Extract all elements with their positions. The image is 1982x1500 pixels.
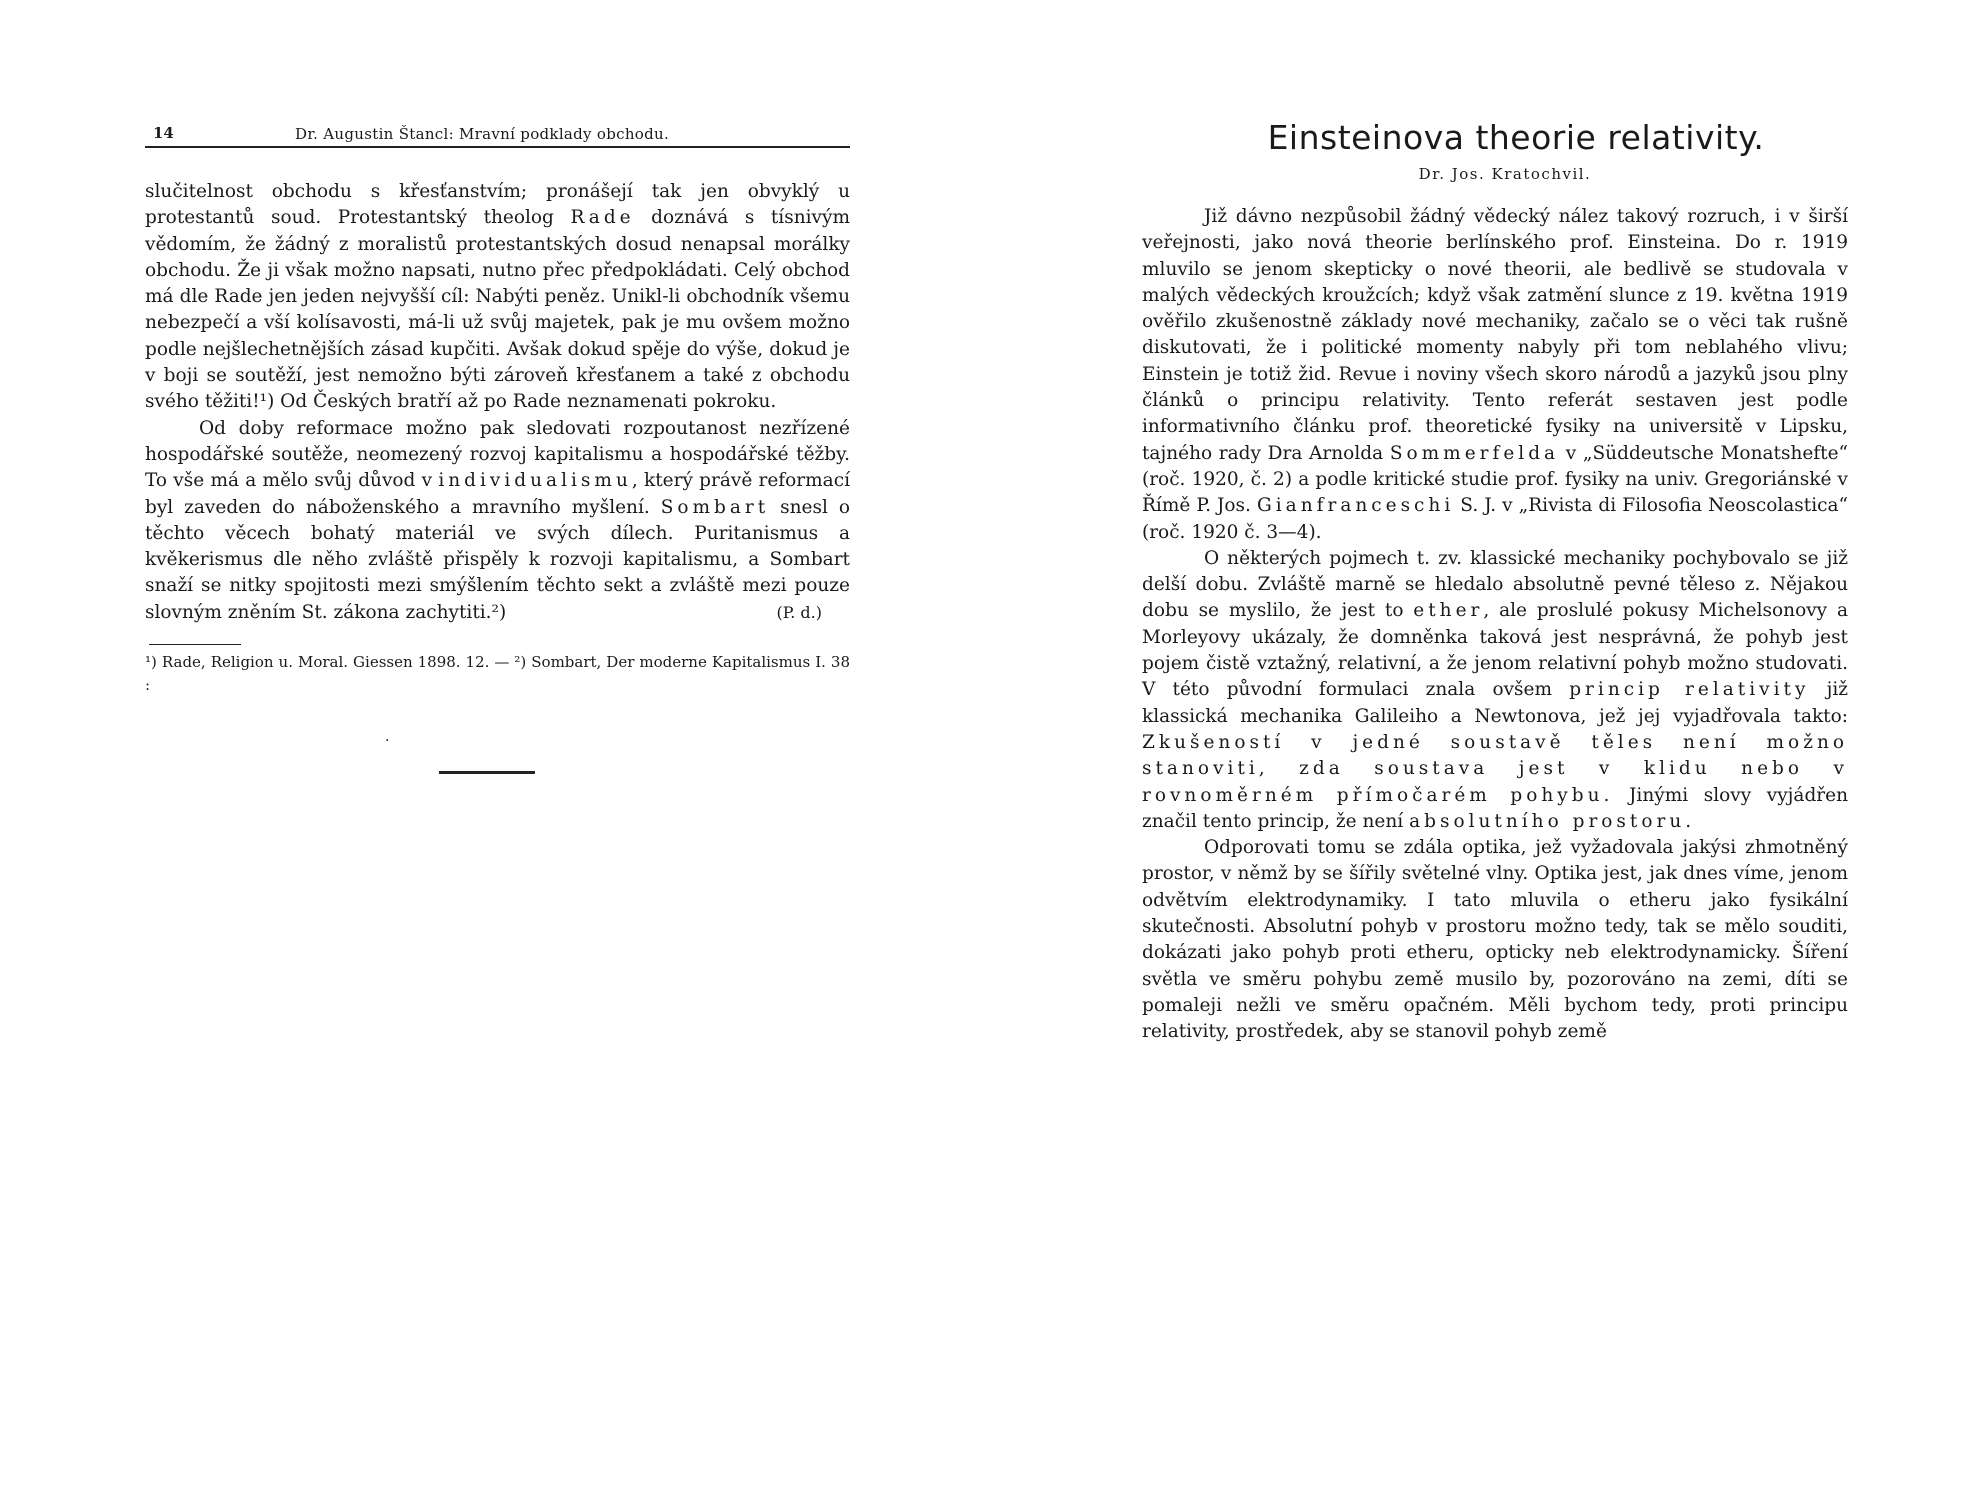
section-end-rule xyxy=(439,771,535,774)
spaced-term: individualismu xyxy=(438,470,632,492)
left-page xyxy=(145,122,850,774)
running-head xyxy=(145,122,850,148)
paragraph: Od doby reformace možno pak sledovati rozpoutanost nezřízené hospodářské soutěže, neomezený rozvoj kapitalismu a hospodářské těžby. To vše má a mělo svůj důvod v individualismu, který právě reformací byl zaveden do náboženského a mravního myšlení. Sombart snesl o těchto věcech bohatý materiál ve svých dílech. Puritanismus a kvěkerismus dle něho zvláště přispěly k rozvoji kapitalismu, a Sombart snaží se nitky spojitosti mezi smýšlením těchto sekt a zvláště mezi pouze slovným zněním St. zákona zachytiti.²) (P. d.) xyxy=(145,416,850,626)
center-dot: · xyxy=(385,733,390,750)
spaced-quote: Zkušeností v jedné soustavě těles není možno stanoviti, zda soustava jest v klidu nebo v rovnoměrném přímočarém pohybu. xyxy=(1142,731,1848,806)
paragraph: Již dávno nezpůsobil žádný vědecký nález takový rozruch, i v širší veřejnosti, jako nová theorie berlínského prof. Einsteina. Do r. 1919 mluvilo se jenom skepticky o nové theorii, ale bedlivě se studovala v malých vědeckých kroužcích; když však zatmění slunce z 19. května 1919 ověřilo zkušenostně základy nové mechaniky, začalo se o věci tak rušně diskutovati, že i politické momenty nabyly při tom neblahého vlivu; Einstein je totiž žid. Revue i noviny všech skoro národů a jazyků jsou plny článků o principu relativity. Tento referát sestaven jest podle informativního článku prof. theoretické fysiky na universitě v Lipsku, tajného rady Dra Arnolda Sommerfelda v „Süddeutsche Monatshefte“ (roč. 1920, č. 2) a podle kritické studie prof. fysiky na univ. Gregoriánské v Římě P. Jos. Gianfranceschi S. J. v „Rivista di Filosofia Neoscolastica“ (roč. 1920 č. 3—4). xyxy=(1142,206,1848,543)
spaced-term: absolutního prostoru xyxy=(1409,810,1686,832)
spaced-term: Gianfranceschi xyxy=(1256,495,1455,517)
spaced-term: Sommerfelda xyxy=(1389,442,1560,464)
article-title: Einsteinova theorie relativity. xyxy=(1267,118,1765,157)
paragraph: Odporovati tomu se zdála optika, jež vyžadovala jakýsi zhmotněný prostor, v němž by se šířily světelné vlny. Optika jest, jak dnes víme, jenom odvětvím elektrodynamiky. I tato mluvila o etheru jako fysikální skutečnosti. Absolutní pohyb v prostoru možno tedy, tak se mělo souditi, dokázati jako pohyb proti etheru, opticky neb elektrodynamicky. Šíření světla ve směru pohybu země musilo by, pozorováno na zemi, díti se pomaleji nežli ve směru opačném. Měli bychom tedy, proti principu relativity, prostředek, aby se stanovil pohyb země xyxy=(1142,837,1848,1043)
footnote-rule xyxy=(149,644,241,645)
right-page xyxy=(1142,118,1848,1046)
continuation-mark: (P. d.) xyxy=(776,602,822,622)
running-title: Dr. Augustin Štancl: Mravní podklady obchodu. xyxy=(295,125,670,143)
right-body-text xyxy=(1142,204,1848,1046)
footnotes: ¹) Rade, Religion u. Moral. Giessen 1898. 12. — ²) Sombart, Der moderne Kapitalismus I. 38 : xyxy=(145,653,850,695)
spaced-term: Rade xyxy=(570,207,635,229)
spaced-term: ether xyxy=(1413,600,1484,622)
spaced-term: princip relativity xyxy=(1569,679,1810,701)
article-author: Dr. Jos. Kratochvil. xyxy=(1418,165,1592,183)
spaced-term: Sombart xyxy=(660,496,770,518)
paragraph: O některých pojmech t. zv. klassické mechaniky pochybovalo se již delší dobu. Zvláště marně se hledalo absolutně pevné těleso z. Nějakou dobu se myslilo, že jest to ether, ale proslulé pokusy Michelsonovy a Morleyovy ukázaly, že domněnka taková jest nesprávná, že pohyb jest pojem čistě vztažný, relativní, a že jenom relativní pohyb možno studovati. V této původní formulaci znala ovšem princip relativity již klassická mechanika Galileiho a Newtonova, jež jej vyjadřovala takto: Zkušeností v jedné soustavě těles není možno stanoviti, zda soustava jest v klidu nebo v rovnoměrném přímočarém pohybu. Jinými slovy vyjádřen značil tento princip, že není absolutního prostoru. xyxy=(1142,547,1848,832)
paragraph: slučitelnost obchodu s křesťanstvím; pronášejí tak jen obvyklý u protestantů soud. Protestantský theolog Rade doznává s tísnivým vědomím, že žádný z moralistů protestantských dosud nenapsal morálky obchodu. Že ji však možno napsati, nutno přec předpokládati. Celý obchod má dle Rade jen jeden nejvyšší cíl: Nabýti peněz. Unikl-li obchodník všemu nebezpečí a vší kolísavosti, má-li už svůj majetek, pak je mu ovšem možno podle nejšlechetnějších zásad kupčiti. Avšak dokud spěje do výše, dokud je v boji se soutěží, jest nemožno býti zároveň křesťanem a také z obchodu svého těžiti!¹) Od Českých bratří až po Rade neznamenati pokroku. xyxy=(145,181,850,413)
page-number: 14 xyxy=(153,124,174,142)
left-body-text xyxy=(145,179,850,626)
